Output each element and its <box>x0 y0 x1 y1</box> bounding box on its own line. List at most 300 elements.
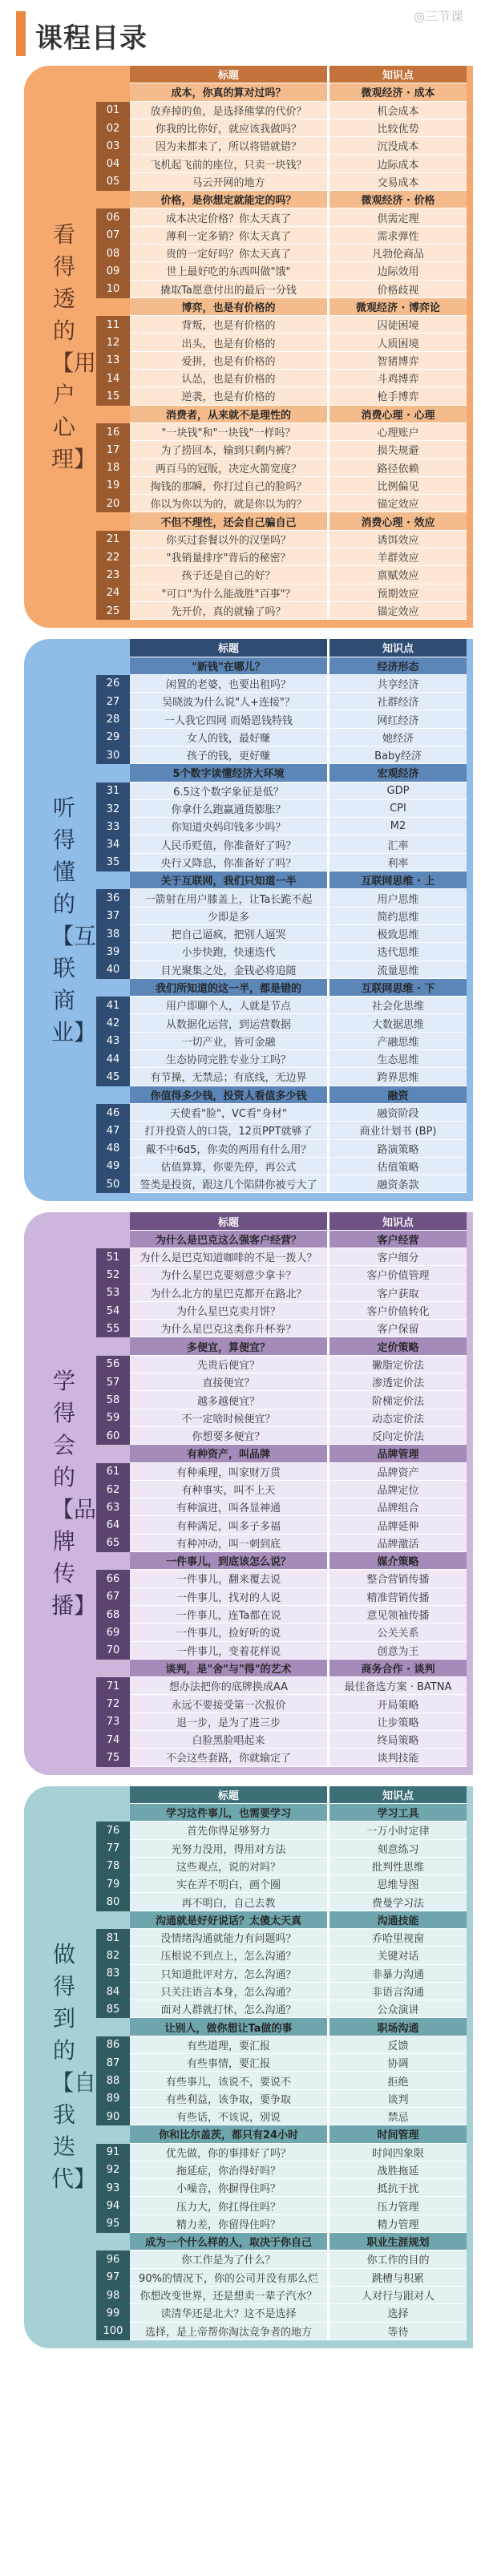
row-number: 57 <box>96 1373 130 1391</box>
table-row <box>96 1284 467 1302</box>
row-number: 55 <box>96 1320 130 1337</box>
table-row <box>96 1014 467 1032</box>
row-topic: "一块钱"和"一块钱"一样吗？ <box>130 423 327 441</box>
table-row <box>96 602 467 620</box>
row-number: 08 <box>96 245 130 262</box>
table-row <box>96 173 467 191</box>
row-knowledge-point: 定价策略 <box>327 1337 467 1355</box>
row-number: 66 <box>96 1570 130 1587</box>
row-number: 74 <box>96 1731 130 1749</box>
brand-logo: ◎三节课 <box>414 9 463 24</box>
row-topic: 爱拼，也是有价格的 <box>130 352 327 370</box>
row-number: 92 <box>96 2161 130 2179</box>
row-number: 77 <box>96 1840 130 1858</box>
row-topic: 闲置的老婆，也要出租吗？ <box>130 675 327 693</box>
row-topic: 只关注语言本身，怎么沟通？ <box>130 1983 327 2000</box>
row-topic: 优先做，你的事排好了吗？ <box>130 2144 327 2161</box>
table-row <box>96 997 467 1014</box>
row-knowledge-point: 费曼学习法 <box>327 1893 467 1911</box>
row-topic: 有种满足，叫多子多福 <box>130 1516 327 1534</box>
table-row <box>96 1266 467 1284</box>
row-number: 35 <box>96 854 130 871</box>
row-topic: 为什么星巴克这类你升杯券？ <box>130 1320 327 1337</box>
row-number: 68 <box>96 1606 130 1624</box>
row-topic: 不会这些套路，你就输定了 <box>130 1749 327 1766</box>
row-knowledge-point: 融资阶段 <box>327 1104 467 1122</box>
row-number: 17 <box>96 441 130 459</box>
page-title: 课程目录 <box>35 22 148 55</box>
section-1 <box>24 66 473 628</box>
sections-container <box>0 66 481 2348</box>
row-knowledge-point: 边际效用 <box>327 262 467 280</box>
row-knowledge-point: 网红经济 <box>327 710 467 728</box>
row-number: 05 <box>96 173 130 191</box>
row-topic: 90%的情况下，你的公司并没有那么烂 <box>130 2269 327 2287</box>
row-knowledge-point: 反馈 <box>327 2036 467 2054</box>
header-topic-cell: 标题 <box>130 66 327 83</box>
row-number <box>96 406 130 423</box>
table-row <box>96 889 467 907</box>
course-table <box>96 639 467 1193</box>
row-knowledge-point: 职业生涯规划 <box>327 2233 467 2250</box>
table-row <box>96 2179 467 2197</box>
row-number: 26 <box>96 675 130 693</box>
row-knowledge-point: 品牌激活 <box>327 1535 467 1552</box>
row-topic: 压力大，你扛得住吗？ <box>130 2197 327 2214</box>
table-row <box>96 1642 467 1660</box>
row-number <box>96 1804 130 1822</box>
group-header-row <box>96 1552 467 1570</box>
section-2 <box>24 639 473 1201</box>
group-header-row <box>96 764 467 782</box>
row-topic: 沟通就是好好说话？太傻太天真 <box>130 1911 327 1929</box>
row-knowledge-point: 诱饵效应 <box>327 531 467 548</box>
row-topic: 有种乘理，叫家财万贯 <box>130 1463 327 1481</box>
table-row <box>96 943 467 960</box>
course-table <box>96 1212 467 1766</box>
table-row <box>96 477 467 495</box>
table-row <box>96 423 467 441</box>
row-topic: 马云开网的地方 <box>130 173 327 191</box>
table-row <box>96 746 467 764</box>
header-knowledge-cell: 知识点 <box>327 1786 467 1804</box>
row-topic: 出头，也是有价格的 <box>130 334 327 351</box>
row-number: 75 <box>96 1749 130 1766</box>
row-number: 94 <box>96 2197 130 2214</box>
table-row <box>96 2036 467 2054</box>
row-knowledge-point: 利率 <box>327 854 467 871</box>
table-row <box>96 854 467 871</box>
row-topic: 多便宜，算便宜？ <box>130 1337 327 1355</box>
row-topic: "可口"为什么能战胜"百事"？ <box>130 584 327 602</box>
row-topic: 两百马的冠版，决定火箭宽度？ <box>130 459 327 477</box>
row-number: 40 <box>96 961 130 979</box>
row-topic: 消费者，从来就不是理性的 <box>130 406 327 423</box>
row-topic: 贵的一定好吗？你太天真了 <box>130 245 327 262</box>
row-topic: 有种资产，叫品牌 <box>130 1445 327 1462</box>
table-row <box>96 370 467 387</box>
row-number: 89 <box>96 2090 130 2108</box>
row-topic: 世上最好吃的东西叫做"饿" <box>130 262 327 280</box>
row-number: 15 <box>96 387 130 405</box>
row-knowledge-point: 客户价值管理 <box>327 1266 467 1284</box>
row-number: 38 <box>96 925 130 943</box>
row-knowledge-point: 非暴力沟通 <box>327 1965 467 1983</box>
group-header-row <box>96 1337 467 1355</box>
table-row <box>96 1050 467 1068</box>
row-knowledge-point: 谈判 <box>327 2090 467 2108</box>
row-number: 93 <box>96 2179 130 2197</box>
row-topic: 央行又降息，你准备好了吗？ <box>130 854 327 871</box>
row-knowledge-point: 客户经营 <box>327 1231 467 1248</box>
row-knowledge-point: 谈判技能 <box>327 1749 467 1766</box>
row-topic: 飞机起飞前的座位，只卖一块钱？ <box>130 155 327 172</box>
row-topic: 这些观点，说的对吗？ <box>130 1858 327 1875</box>
row-knowledge-point: 共享经济 <box>327 675 467 693</box>
row-number: 12 <box>96 334 130 351</box>
row-knowledge-point: 禁忌 <box>327 2108 467 2125</box>
row-knowledge-point: 时间管理 <box>327 2125 467 2143</box>
row-number: 96 <box>96 2250 130 2268</box>
row-topic: 把自己逼疯，把别人逼哭 <box>130 925 327 943</box>
row-topic: 背叛，也是有价格的 <box>130 316 327 334</box>
row-number <box>96 298 130 316</box>
row-knowledge-point: 沉没成本 <box>327 137 467 155</box>
row-knowledge-point: 反向定价法 <box>327 1427 467 1445</box>
table-row <box>96 2197 467 2214</box>
row-number: 10 <box>96 281 130 298</box>
table-row <box>96 1822 467 1839</box>
section-gap <box>0 1201 481 1212</box>
row-knowledge-point: 撇脂定价法 <box>327 1356 467 1373</box>
row-knowledge-point: 客户价值转化 <box>327 1302 467 1320</box>
row-number: 44 <box>96 1050 130 1068</box>
row-knowledge-point: Baby经济 <box>327 746 467 764</box>
row-topic: 先贵后便宜？ <box>130 1356 327 1373</box>
row-knowledge-point: 斗鸡博弈 <box>327 370 467 387</box>
row-number: 49 <box>96 1158 130 1175</box>
row-knowledge-point: 等待 <box>327 2323 467 2340</box>
row-number <box>96 1445 130 1462</box>
row-topic: 为什么是巴克这么强客户经营？ <box>130 1231 327 1248</box>
row-topic: 签类是投资，跟这几个陷阱你被亏大了 <box>130 1175 327 1193</box>
row-knowledge-point: 乔哈里视窗 <box>327 1929 467 1947</box>
table-row <box>96 925 467 943</box>
row-number <box>96 764 130 782</box>
row-topic: 孩子还是自己的好？ <box>130 566 327 584</box>
row-number: 29 <box>96 729 130 746</box>
table-row <box>96 2072 467 2089</box>
row-knowledge-point: 战胜拖延 <box>327 2161 467 2179</box>
table-row <box>96 1840 467 1858</box>
row-number: 60 <box>96 1427 130 1445</box>
row-knowledge-point: 精准营销传播 <box>327 1588 467 1606</box>
row-knowledge-point: 经济形态 <box>327 657 467 675</box>
table-row <box>96 835 467 853</box>
table-row <box>96 227 467 245</box>
row-knowledge-point: 公关关系 <box>327 1624 467 1641</box>
row-topic: 有些事儿，该说不，要说不 <box>130 2072 327 2089</box>
row-number: 09 <box>96 262 130 280</box>
group-header-row <box>96 871 467 889</box>
row-topic: "我销量排序"背后的秘密？ <box>130 548 327 566</box>
row-topic: 一箭射在用户膝盖上，让Ta长跪不起 <box>130 889 327 907</box>
row-topic: 天使看"脸"，VC看"身材" <box>130 1104 327 1122</box>
row-number: 52 <box>96 1266 130 1284</box>
row-topic: 你工作是为了什么？ <box>130 2250 327 2268</box>
row-topic: 让别人，做你想让Ta做的事 <box>130 2018 327 2036</box>
row-number: 36 <box>96 889 130 907</box>
row-number: 97 <box>96 2269 130 2287</box>
section-gap <box>0 1775 481 1786</box>
row-knowledge-point: 压力管理 <box>327 2197 467 2214</box>
row-topic: 先开价，真的就输了吗？ <box>130 602 327 620</box>
row-number: 72 <box>96 1695 130 1713</box>
row-number: 20 <box>96 495 130 512</box>
header-knowledge-cell: 知识点 <box>327 66 467 83</box>
table-row <box>96 1893 467 1911</box>
row-number: 42 <box>96 1014 130 1032</box>
row-number: 31 <box>96 783 130 800</box>
row-knowledge-point: 她经济 <box>327 729 467 746</box>
row-topic: 人民币贬值，你准备好了吗？ <box>130 835 327 853</box>
row-topic: 你我的比你好，就应该我做吗？ <box>130 119 327 137</box>
row-number <box>96 512 130 530</box>
table-row <box>96 281 467 298</box>
table-row <box>96 1875 467 1893</box>
table-row <box>96 1983 467 2000</box>
row-knowledge-point: 汇率 <box>327 835 467 853</box>
table-row <box>96 1535 467 1552</box>
row-number: 21 <box>96 531 130 548</box>
group-header-row <box>96 1911 467 1929</box>
table-row <box>96 1965 467 1983</box>
table-row <box>96 693 467 710</box>
row-topic: 光努力没用，得用对方法 <box>130 1840 327 1858</box>
row-topic: 有些道理，要汇报 <box>130 2036 327 2054</box>
row-topic: 薄利一定多销？你太天真了 <box>130 227 327 245</box>
row-knowledge-point: 媒介策略 <box>327 1552 467 1570</box>
row-knowledge-point: 机会成本 <box>327 102 467 119</box>
row-knowledge-point: 互联网思维 · 上 <box>327 871 467 889</box>
section-title-text: 做得到的【自我迭代】 <box>51 1941 97 2193</box>
row-number: 56 <box>96 1356 130 1373</box>
row-topic: 一人我它四网 而婚恩钱特钱 <box>130 710 327 728</box>
row-topic: 认怂，也是有价格的 <box>130 370 327 387</box>
row-knowledge-point: 交易成本 <box>327 173 467 191</box>
row-number: 53 <box>96 1284 130 1302</box>
header-num-cell <box>96 1212 130 1230</box>
table-row <box>96 245 467 262</box>
group-header-row <box>96 1660 467 1677</box>
table-row <box>96 1749 467 1766</box>
row-knowledge-point: 羊群效应 <box>327 548 467 566</box>
row-number: 85 <box>96 2000 130 2018</box>
group-header-row <box>96 191 467 208</box>
row-topic: 不一定啥时候便宜？ <box>130 1409 327 1427</box>
row-topic: 有种事实，叫不上天 <box>130 1481 327 1498</box>
section-4 <box>24 1786 473 2348</box>
table-row <box>96 352 467 370</box>
row-knowledge-point: 社群经济 <box>327 693 467 710</box>
row-number: 06 <box>96 208 130 226</box>
row-number <box>96 1231 130 1248</box>
table-row <box>96 584 467 602</box>
row-knowledge-point: 互联网思维 · 下 <box>327 979 467 997</box>
row-topic: 博弈，也是有价格的 <box>130 298 327 316</box>
row-knowledge-point: 社会化思维 <box>327 997 467 1014</box>
table-row <box>96 1068 467 1086</box>
table-row <box>96 2323 467 2340</box>
row-knowledge-point: 学习工具 <box>327 1804 467 1822</box>
row-knowledge-point: 拒绝 <box>327 2072 467 2089</box>
row-knowledge-point: 囚徒困境 <box>327 316 467 334</box>
row-topic: 有些话，不该说，别说 <box>130 2108 327 2125</box>
row-number: 59 <box>96 1409 130 1427</box>
row-topic: 成本决定价格？你太天真了 <box>130 208 327 226</box>
row-knowledge-point: 跳槽与积累 <box>327 2269 467 2287</box>
row-number <box>96 979 130 997</box>
row-number: 37 <box>96 908 130 925</box>
row-knowledge-point: 品牌定位 <box>327 1481 467 1498</box>
row-number: 69 <box>96 1624 130 1641</box>
group-header-row <box>96 1086 467 1104</box>
table-row <box>96 2304 467 2322</box>
table-row <box>96 1248 467 1266</box>
row-topic: 一件事儿，连Ta都在说 <box>130 1606 327 1624</box>
row-number: 54 <box>96 1302 130 1320</box>
row-topic: 为什么是巴克知道咖啡的不是一拨人？ <box>130 1248 327 1266</box>
row-number: 30 <box>96 746 130 764</box>
row-topic: 小步快跑，快速迭代 <box>130 943 327 960</box>
row-number: 91 <box>96 2144 130 2161</box>
row-knowledge-point: 产融思维 <box>327 1033 467 1050</box>
row-topic: 为什么北方的星巴克都开在路北？ <box>130 1284 327 1302</box>
table-row <box>96 1624 467 1641</box>
row-number <box>96 871 130 889</box>
row-number: 14 <box>96 370 130 387</box>
row-topic: 不但不理性，还会自己骗自己 <box>130 512 327 530</box>
row-knowledge-point: 损失规避 <box>327 441 467 459</box>
row-number <box>96 1337 130 1355</box>
row-number: 99 <box>96 2304 130 2322</box>
page-header <box>0 0 481 66</box>
row-number: 46 <box>96 1104 130 1122</box>
group-header-row <box>96 406 467 423</box>
table-row <box>96 2144 467 2161</box>
row-number <box>96 2125 130 2143</box>
row-knowledge-point: 时间四象限 <box>327 2144 467 2161</box>
table-row <box>96 908 467 925</box>
row-topic: 你和比尔盖茨，都只有24小时 <box>130 2125 327 2143</box>
row-topic: 放弃掉的鱼，是选择熊掌的代价？ <box>130 102 327 119</box>
row-knowledge-point: 比较优势 <box>327 119 467 137</box>
section-side-title <box>32 639 96 1201</box>
row-knowledge-point: 客户保留 <box>327 1320 467 1337</box>
table-row <box>96 1140 467 1158</box>
row-knowledge-point: 品牌延伸 <box>327 1516 467 1534</box>
row-knowledge-point: 大数据思维 <box>327 1014 467 1032</box>
row-topic: 一件事儿，到底该怎么说？ <box>130 1552 327 1570</box>
row-topic: 没情绪沟通就能力有问题吗？ <box>130 1929 327 1947</box>
header-num-cell <box>96 1786 130 1804</box>
row-topic: 成本，你真的算对过吗？ <box>130 83 327 101</box>
row-knowledge-point: 开局策略 <box>327 1695 467 1713</box>
row-knowledge-point: 微观经济 · 博弈论 <box>327 298 467 316</box>
table-row <box>96 2269 467 2287</box>
row-knowledge-point: 凡勃伦商品 <box>327 245 467 262</box>
table-row <box>96 1158 467 1175</box>
row-knowledge-point: 阶梯定价法 <box>327 1391 467 1409</box>
table-row <box>96 102 467 119</box>
row-knowledge-point: CPI <box>327 800 467 818</box>
table-row <box>96 531 467 548</box>
section-title-text: 听得懂的【互联商业】 <box>51 794 97 1045</box>
table-row <box>96 1104 467 1122</box>
row-topic: 越多越便宜？ <box>130 1391 327 1409</box>
table-row <box>96 1929 467 1947</box>
row-knowledge-point: 流量思维 <box>327 961 467 979</box>
row-knowledge-point: 预期效应 <box>327 584 467 602</box>
row-topic: 估值算算，你要先停，再公式 <box>130 1158 327 1175</box>
row-topic: 5个数字读懂经济大环境 <box>130 764 327 782</box>
row-number: 78 <box>96 1858 130 1875</box>
row-number: 33 <box>96 818 130 835</box>
row-topic: 掏钱的那瞬，你打过自己的脸吗？ <box>130 477 327 495</box>
row-knowledge-point: M2 <box>327 818 467 835</box>
row-knowledge-point: 协调 <box>327 2054 467 2072</box>
row-topic: 一件事儿，找对的人说 <box>130 1588 327 1606</box>
row-knowledge-point: 关键对话 <box>327 1947 467 1964</box>
row-number: 04 <box>96 155 130 172</box>
row-knowledge-point: 估值策略 <box>327 1158 467 1175</box>
table-row <box>96 1731 467 1749</box>
row-topic: 压根说不到点上，怎么沟通？ <box>130 1947 327 1964</box>
row-topic: 只知道批评对方，怎么沟通？ <box>130 1965 327 1983</box>
row-number: 88 <box>96 2072 130 2089</box>
row-number: 28 <box>96 710 130 728</box>
row-knowledge-point: 抵抗干扰 <box>327 2179 467 2197</box>
row-topic: 首先你得足够努力 <box>130 1822 327 1839</box>
header-num-cell <box>96 639 130 657</box>
row-number <box>96 1660 130 1677</box>
row-number: 27 <box>96 693 130 710</box>
row-number: 65 <box>96 1535 130 1552</box>
row-number: 79 <box>96 1875 130 1893</box>
row-number: 100 <box>96 2323 130 2340</box>
row-number <box>96 2018 130 2036</box>
row-topic: 为了捞回本，输到只剩内裤？ <box>130 441 327 459</box>
table-row <box>96 316 467 334</box>
row-number: 03 <box>96 137 130 155</box>
header-knowledge-cell: 知识点 <box>327 1212 467 1230</box>
row-knowledge-point: 心理账户 <box>327 423 467 441</box>
row-knowledge-point: 终局策略 <box>327 1731 467 1749</box>
table-row <box>96 1516 467 1534</box>
row-topic: 想办法把你的底牌换成AA <box>130 1677 327 1695</box>
table-row <box>96 800 467 818</box>
row-topic: 你知道央妈印钱多少吗？ <box>130 818 327 835</box>
table-row <box>96 2108 467 2125</box>
row-number <box>96 2233 130 2250</box>
row-topic: 目光聚集之处，金钱必将追随 <box>130 961 327 979</box>
row-number: 18 <box>96 459 130 477</box>
row-topic: 你买过套餐以外的汉堡吗？ <box>130 531 327 548</box>
table-row <box>96 2090 467 2108</box>
row-topic: 生态协同完胜专业分工吗？ <box>130 1050 327 1068</box>
row-topic: 拖延症，你治得好吗？ <box>130 2161 327 2179</box>
group-header-row <box>96 298 467 316</box>
